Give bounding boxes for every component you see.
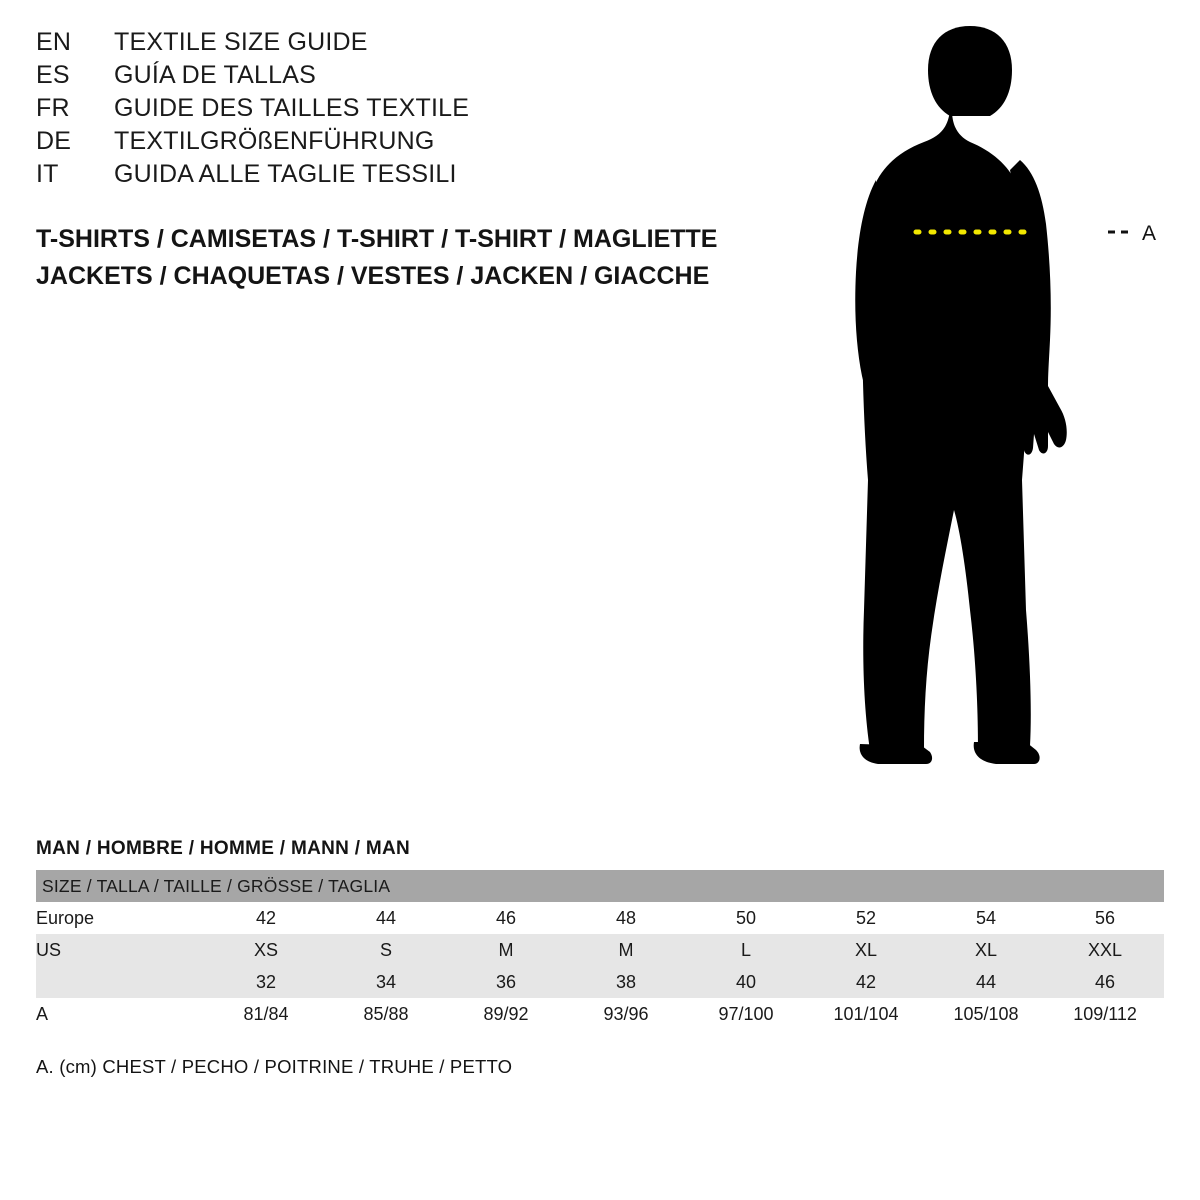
male-silhouette-figure xyxy=(820,10,1180,800)
cell-value: 93/96 xyxy=(566,998,686,1030)
cell-value: 101/104 xyxy=(806,998,926,1030)
garment-category-block xyxy=(36,221,796,295)
language-row xyxy=(36,160,756,193)
table-row xyxy=(36,998,1164,1030)
cell-value: 46 xyxy=(1046,966,1164,998)
table-header-row xyxy=(36,870,1164,902)
row-label xyxy=(36,966,206,998)
language-title: GUIDA ALLE TAGLIE TESSILI xyxy=(114,160,457,188)
language-code: IT xyxy=(36,160,59,188)
cell-value: 54 xyxy=(926,902,1046,934)
cell-value: XL xyxy=(926,934,1046,966)
table-row xyxy=(36,902,1164,934)
chest-measure-marker: A xyxy=(1142,222,1157,245)
language-code: EN xyxy=(36,28,72,56)
cell-value: 48 xyxy=(566,902,686,934)
cell-value: 46 xyxy=(446,902,566,934)
table-row xyxy=(36,934,1164,966)
language-row xyxy=(36,28,756,61)
language-row xyxy=(36,127,756,160)
cell-value: 34 xyxy=(326,966,446,998)
language-row xyxy=(36,61,756,94)
cell-value: 36 xyxy=(446,966,566,998)
cell-value: 38 xyxy=(566,966,686,998)
cell-value: 85/88 xyxy=(326,998,446,1030)
language-code: DE xyxy=(36,127,72,155)
language-header-block xyxy=(36,28,756,193)
gender-label: MAN / HOMBRE / HOMME / MANN / MAN xyxy=(36,838,411,859)
category-jackets: JACKETS / CHAQUETAS / VESTES / JACKEN / GIACCHE xyxy=(36,262,710,290)
cell-value: XXL xyxy=(1046,934,1164,966)
table-header-label: SIZE / TALLA / TAILLE / GRÖSSE / TAGLIA xyxy=(36,870,1164,902)
language-title: GUIDE DES TAILLES TEXTILE xyxy=(114,94,470,122)
size-table xyxy=(36,870,1164,1030)
language-code: ES xyxy=(36,61,70,89)
row-label: A xyxy=(36,998,206,1030)
cell-value: 32 xyxy=(206,966,326,998)
cell-value: L xyxy=(686,934,806,966)
row-label: Europe xyxy=(36,902,206,934)
cell-value: 42 xyxy=(206,902,326,934)
cell-value: 44 xyxy=(926,966,1046,998)
language-title: GUÍA DE TALLAS xyxy=(114,61,316,89)
cell-value: S xyxy=(326,934,446,966)
size-table-section xyxy=(36,838,1164,1078)
cell-value: 42 xyxy=(806,966,926,998)
row-label: US xyxy=(36,934,206,966)
cell-value: M xyxy=(446,934,566,966)
cell-value: 50 xyxy=(686,902,806,934)
cell-value: 56 xyxy=(1046,902,1164,934)
language-row xyxy=(36,94,756,127)
silhouette-body xyxy=(855,26,1067,764)
category-tshirts: T-SHIRTS / CAMISETAS / T-SHIRT / T-SHIRT / MAGLIETTE xyxy=(36,225,718,253)
language-title: TEXTILE SIZE GUIDE xyxy=(114,28,368,56)
cell-value: 81/84 xyxy=(206,998,326,1030)
cell-value: 52 xyxy=(806,902,926,934)
measurement-footnote: A. (cm) CHEST / PECHO / POITRINE / TRUHE / PETTO xyxy=(36,1056,513,1077)
cell-value: 97/100 xyxy=(686,998,806,1030)
table-row xyxy=(36,966,1164,998)
cell-value: 89/92 xyxy=(446,998,566,1030)
cell-value: 105/108 xyxy=(926,998,1046,1030)
cell-value: 44 xyxy=(326,902,446,934)
cell-value: M xyxy=(566,934,686,966)
cell-value: XL xyxy=(806,934,926,966)
cell-value: 40 xyxy=(686,966,806,998)
cell-value: XS xyxy=(206,934,326,966)
language-title: TEXTILGRÖßENFÜHRUNG xyxy=(114,127,435,155)
cell-value: 109/112 xyxy=(1046,998,1164,1030)
language-code: FR xyxy=(36,94,70,122)
